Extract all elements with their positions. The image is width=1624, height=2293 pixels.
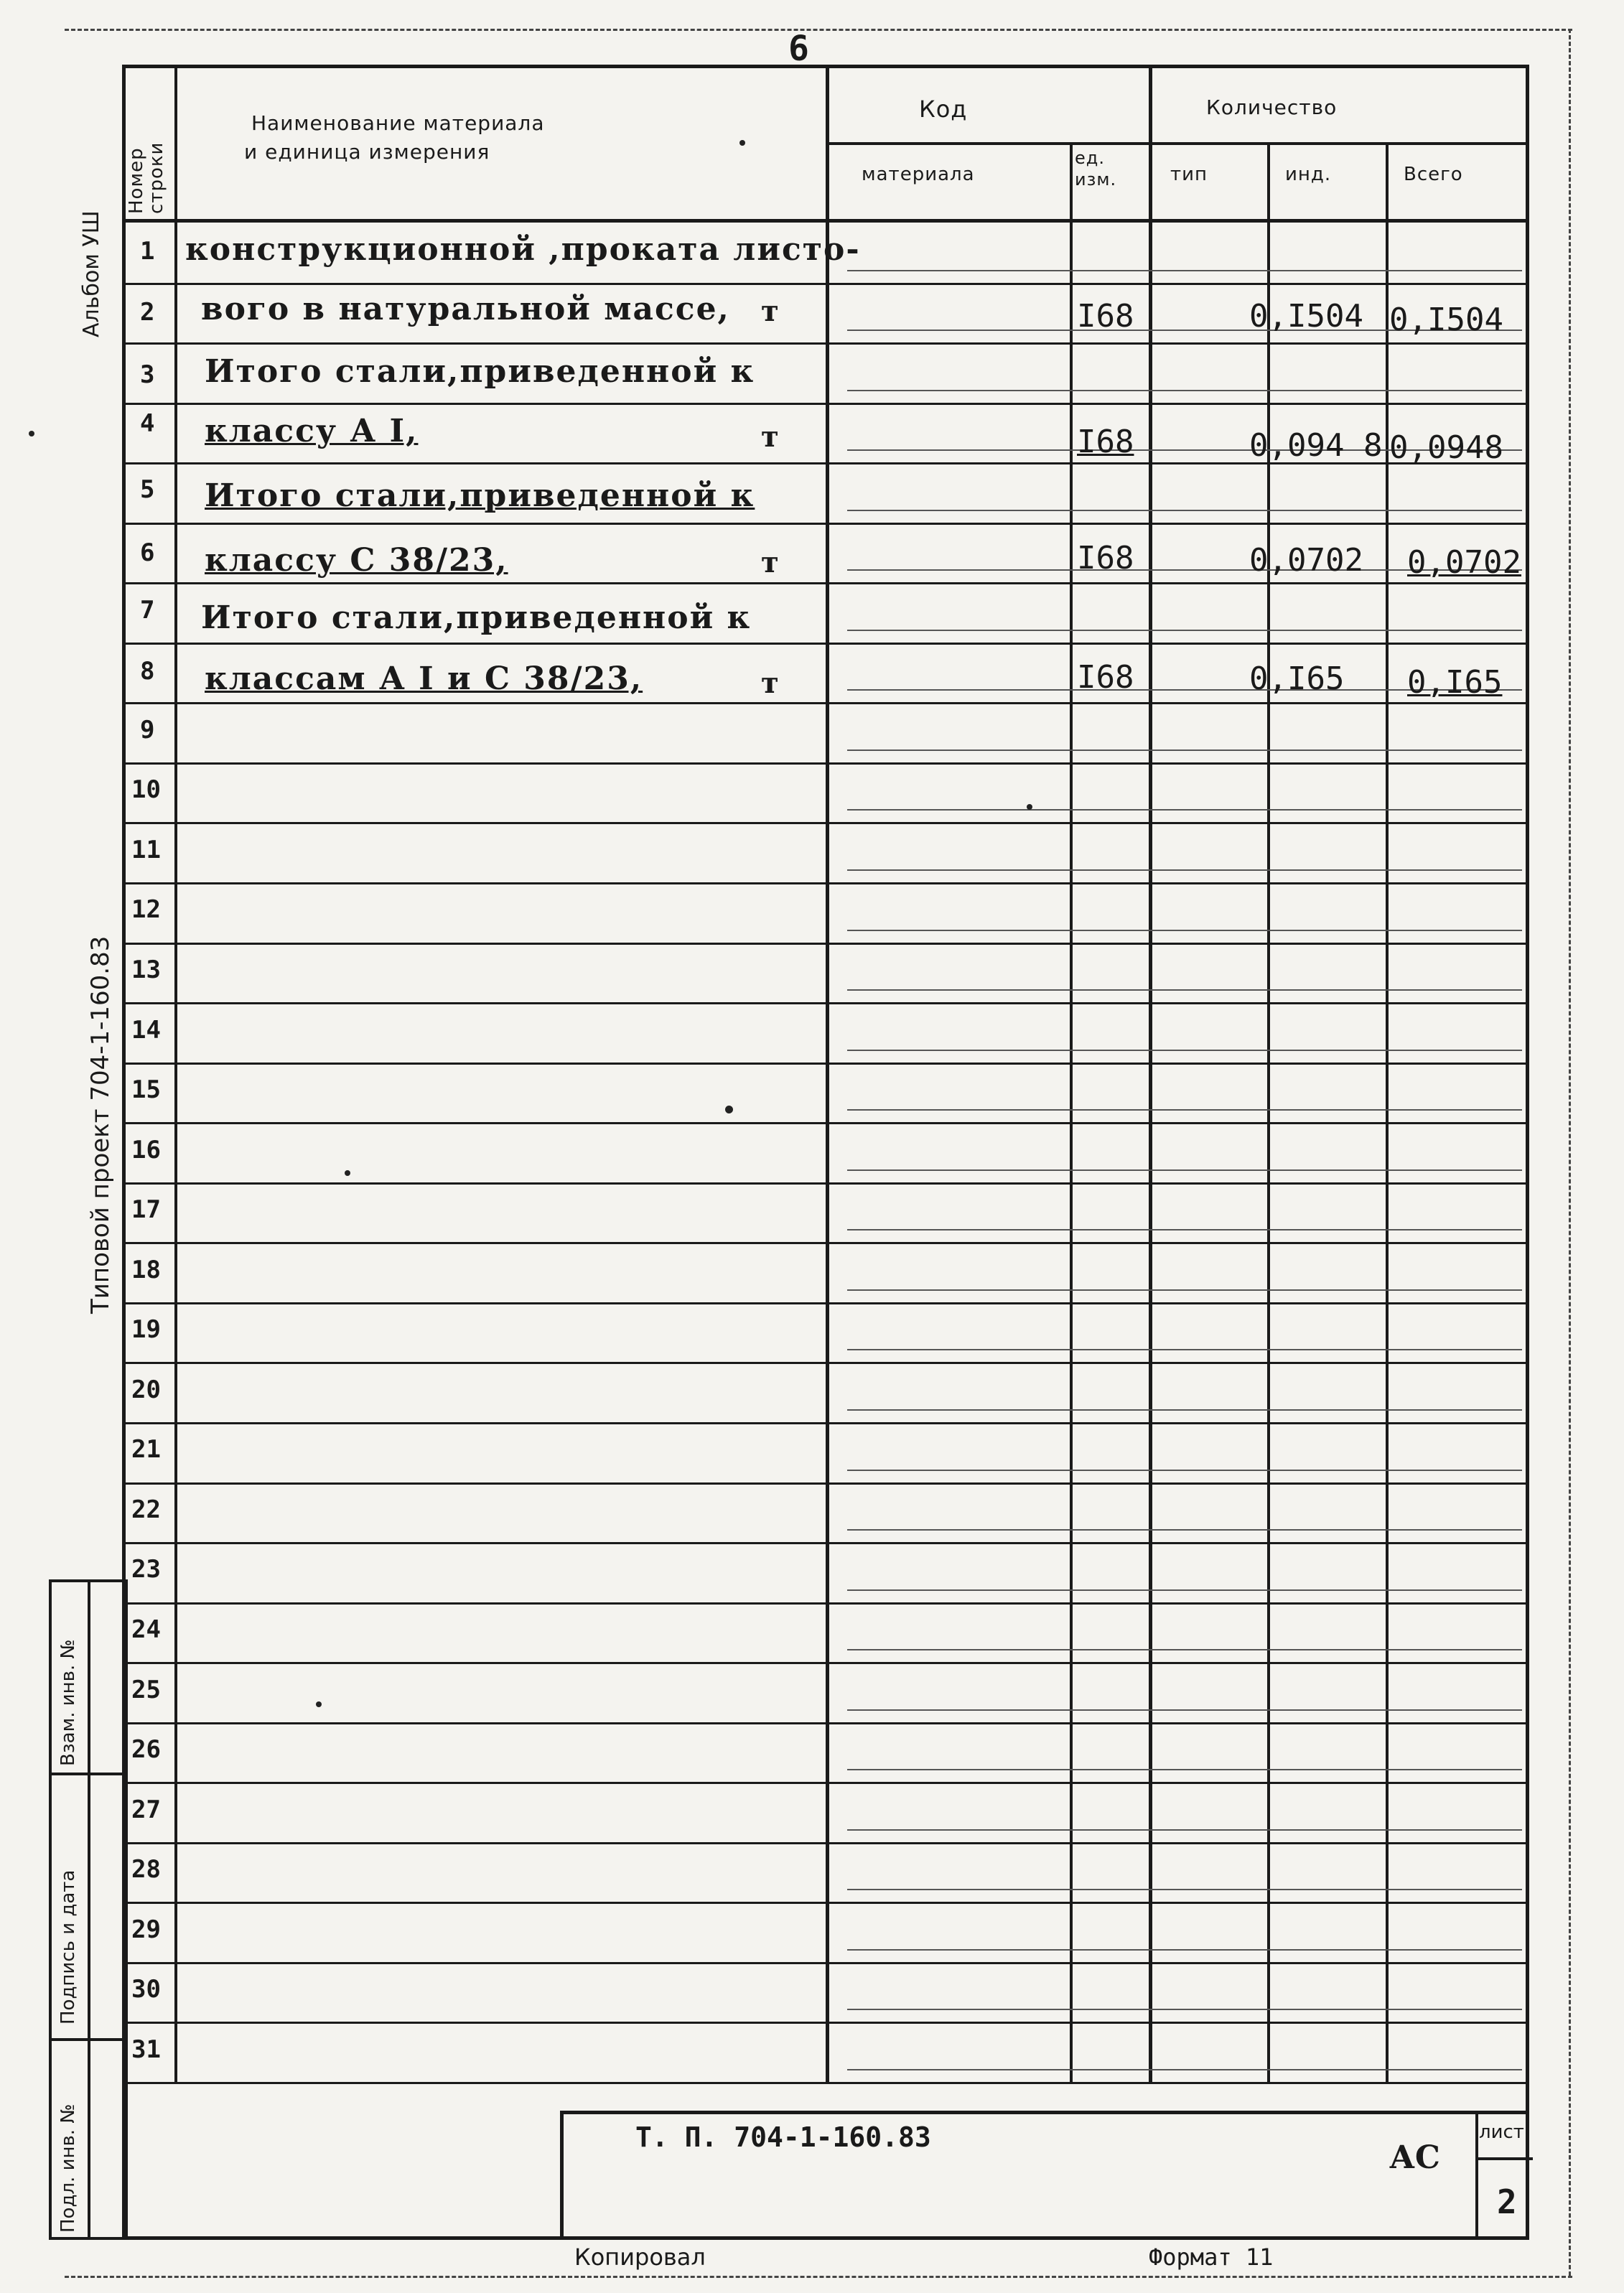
footer-copied: Копировал <box>574 2243 706 2271</box>
scan-speck <box>1027 804 1032 810</box>
header-bottom-line <box>122 219 1529 223</box>
row-number: 1 <box>140 237 155 266</box>
header-code-material: материала <box>862 164 975 185</box>
row-rule <box>122 943 1529 945</box>
row-rule <box>122 1482 1529 1485</box>
row-number: 16 <box>131 1136 161 1164</box>
row-rule-inner <box>847 1409 1522 1411</box>
row-rule-inner <box>847 1829 1522 1831</box>
row-number: 17 <box>131 1195 161 1224</box>
header-name-1: Наименование материала <box>251 111 545 135</box>
row-rule <box>122 1722 1529 1724</box>
row-rule-inner <box>847 1709 1522 1711</box>
row-number: 28 <box>131 1855 161 1884</box>
row-text: Итого стали,приведенной к <box>201 599 752 636</box>
row-rule <box>122 1962 1529 1964</box>
row-code: I68 <box>1077 659 1134 696</box>
row-text: конструкционной ,проката листо- <box>185 231 861 268</box>
row-qty-total: 0,0948 <box>1389 429 1503 466</box>
row-rule-inner <box>847 1169 1522 1171</box>
row-rule-inner <box>847 930 1522 931</box>
row-number: 23 <box>131 1555 161 1584</box>
row-number: 6 <box>140 538 155 567</box>
col-line-num <box>174 65 177 2082</box>
footer-format: Формат 11 <box>1149 2243 1274 2271</box>
row-number: 20 <box>131 1376 161 1404</box>
row-number: 25 <box>131 1676 161 1704</box>
row-rule <box>122 1182 1529 1185</box>
cut-line-right <box>1569 29 1571 2276</box>
row-number: 2 <box>140 298 155 327</box>
scan-speck <box>29 431 34 436</box>
row-rule <box>122 2022 1529 2024</box>
page-number: 6 <box>788 29 809 69</box>
row-rule-inner <box>847 1050 1522 1051</box>
row-rule-inner <box>847 749 1522 751</box>
scan-speck <box>345 1170 350 1176</box>
row-text: классам А I и С 38/23, <box>205 660 643 697</box>
project-label: Типовой проект 704-1-160.83 <box>86 935 115 1314</box>
col-line-name <box>826 65 829 2082</box>
header-line-no: Номер строки <box>126 141 167 214</box>
header-code-unit: ед. изм. <box>1075 148 1117 190</box>
row-number: 15 <box>131 1075 161 1104</box>
row-number: 9 <box>140 716 155 744</box>
row-number: 13 <box>131 956 161 984</box>
row-rule-inner <box>847 1529 1522 1531</box>
stamp-mark: АС <box>1389 2139 1440 2176</box>
row-unit: т <box>761 420 779 454</box>
row-number: 10 <box>131 775 161 804</box>
row-qty-tip: 0,094 8 <box>1249 427 1383 464</box>
scan-speck <box>739 140 745 146</box>
row-rule-inner <box>847 1289 1522 1291</box>
header-code: Код <box>919 95 968 123</box>
row-number: 26 <box>131 1735 161 1764</box>
col-line-code <box>1149 65 1152 2082</box>
header-qty-ind: инд. <box>1285 164 1332 185</box>
row-number: 29 <box>131 1915 161 1944</box>
row-rule <box>122 2082 1529 2084</box>
stamp-designation: Т. П. 704-1-160.83 <box>635 2121 931 2153</box>
row-rule-inner <box>847 809 1522 811</box>
row-rule <box>122 342 1529 345</box>
row-rule-inner <box>847 1229 1522 1230</box>
row-number: 5 <box>140 475 155 504</box>
row-number: 12 <box>131 895 161 924</box>
row-rule-inner <box>847 1949 1522 1951</box>
header-qty-total: Всего <box>1404 164 1463 185</box>
row-qty-tip: 0,I65 <box>1249 660 1345 697</box>
row-number: 3 <box>140 360 155 389</box>
row-rule <box>122 1002 1529 1004</box>
row-qty-tip: 0,I504 <box>1249 298 1363 335</box>
row-rule <box>122 762 1529 765</box>
header-name-2: и единица измерения <box>244 140 490 164</box>
row-rule-inner <box>847 2069 1522 2070</box>
row-rule-inner <box>847 2009 1522 2010</box>
row-rule <box>122 1602 1529 1605</box>
row-rule-inner <box>847 1349 1522 1350</box>
row-qty-total: 0,0702 <box>1407 544 1521 581</box>
row-number: 22 <box>131 1495 161 1524</box>
row-number: 8 <box>140 657 155 686</box>
row-unit: т <box>761 546 779 579</box>
row-code: I68 <box>1077 424 1134 460</box>
stamp-sheet-number: 2 <box>1497 2182 1517 2221</box>
row-number: 18 <box>131 1256 161 1284</box>
row-unit: т <box>761 666 779 700</box>
row-rule <box>122 882 1529 884</box>
row-text: Итого стали,приведенной к <box>205 477 755 514</box>
header-qty: Количество <box>1206 95 1338 119</box>
podpis-data-label: Подпись и дата <box>57 1869 79 2025</box>
row-rule-inner <box>847 1109 1522 1111</box>
row-rule-inner <box>847 989 1522 991</box>
scan-speck <box>725 1106 733 1113</box>
vzam-inv-label: Взам. инв. № <box>57 1639 79 1766</box>
row-number: 31 <box>131 2035 161 2064</box>
row-text: классу А I, <box>205 413 419 449</box>
row-number: 19 <box>131 1315 161 1344</box>
row-rule <box>122 1242 1529 1244</box>
row-rule <box>122 643 1529 645</box>
row-rule <box>122 283 1529 285</box>
cut-line-bottom <box>65 2276 1572 2278</box>
row-rule <box>122 1302 1529 1304</box>
stamp-sheet-label: лист <box>1479 2121 1524 2143</box>
row-rule <box>122 582 1529 584</box>
row-rule <box>122 822 1529 824</box>
row-rule <box>122 1542 1529 1544</box>
cut-line-top <box>65 29 1572 31</box>
row-text: вого в натуральной массе, <box>201 291 730 327</box>
row-number: 14 <box>131 1016 161 1045</box>
row-rule <box>122 1902 1529 1904</box>
row-qty-total: 0,I504 <box>1389 302 1503 338</box>
row-number: 27 <box>131 1795 161 1824</box>
row-rule <box>122 1842 1529 1844</box>
row-rule-inner <box>847 1649 1522 1650</box>
row-number: 30 <box>131 1975 161 2004</box>
row-rule <box>122 1782 1529 1784</box>
row-rule-inner <box>847 1470 1522 1471</box>
row-rule-inner <box>847 270 1522 271</box>
row-text: классу С 38/23, <box>205 542 508 579</box>
row-number: 4 <box>140 409 155 438</box>
row-number: 7 <box>140 596 155 625</box>
row-qty-total: 0,I65 <box>1407 664 1503 701</box>
row-rule-inner <box>847 1769 1522 1770</box>
row-rule-inner <box>847 390 1522 391</box>
row-rule <box>122 1422 1529 1424</box>
row-number: 21 <box>131 1435 161 1464</box>
row-qty-tip: 0,0702 <box>1249 542 1363 579</box>
row-rule <box>122 1122 1529 1124</box>
album-label: Альбом УШ <box>79 210 104 337</box>
row-rule-inner <box>847 1889 1522 1890</box>
row-unit: т <box>761 294 779 328</box>
row-rule-inner <box>847 510 1522 511</box>
row-number: 24 <box>131 1615 161 1644</box>
header-sub-line <box>826 142 1529 145</box>
row-rule-inner <box>847 1589 1522 1591</box>
row-text: Итого стали,приведенной к <box>205 353 755 390</box>
row-rule <box>122 403 1529 405</box>
header-qty-tip: тип <box>1170 164 1208 185</box>
podl-inv-label: Подл. инв. № <box>57 2103 79 2233</box>
row-rule-inner <box>847 630 1522 631</box>
col-line-ind <box>1386 144 1389 2082</box>
row-code: I68 <box>1077 540 1134 576</box>
row-rule <box>122 702 1529 704</box>
row-code: I68 <box>1077 298 1134 335</box>
row-rule <box>122 1362 1529 1364</box>
row-rule <box>122 1662 1529 1664</box>
row-number: 11 <box>131 836 161 864</box>
col-line-code-mat <box>1070 144 1073 2082</box>
scan-speck <box>316 1701 322 1707</box>
row-rule <box>122 1063 1529 1065</box>
row-rule <box>122 523 1529 525</box>
row-rule-inner <box>847 869 1522 871</box>
